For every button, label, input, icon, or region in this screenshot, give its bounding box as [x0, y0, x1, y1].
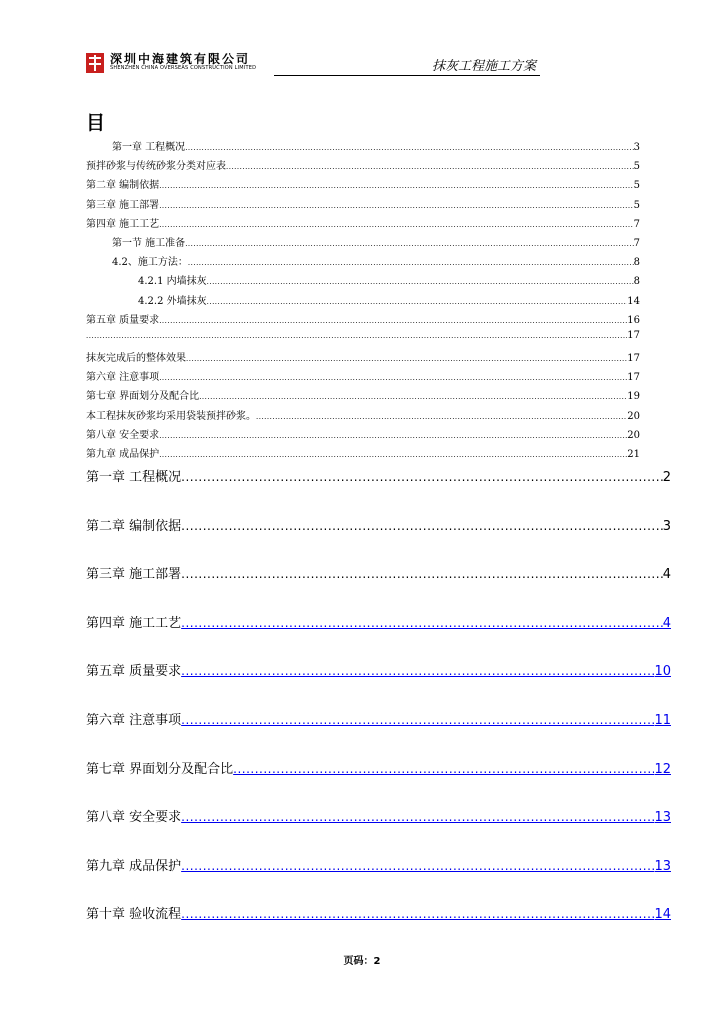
chapter-link[interactable]: 第五章 质量要求 ..... 10: [86, 660, 671, 709]
toc-entry[interactable]: 第三章 施工部署 ..... 5: [86, 196, 640, 215]
page-header: [86, 50, 540, 78]
chapter-link[interactable]: 第四章 施工工艺 ..... 4: [86, 612, 671, 661]
chapter-link[interactable]: 第九章 成品保护 ..... 13: [86, 855, 671, 904]
chapter-link[interactable]: 第一章 工程概况 ..... 2: [86, 466, 671, 515]
header-divider: [274, 75, 540, 76]
toc-entry[interactable]: 第八章 安全要求 ..... 20: [86, 426, 640, 445]
toc-entry[interactable]: 第二章 编制依据 ..... 5: [86, 176, 640, 195]
toc-entry[interactable]: 4.2、施工方法： ..... 8: [86, 253, 640, 272]
chapter-link[interactable]: 第七章 界面划分及配合比 ..... 12: [86, 758, 671, 807]
company-name-cn: 深圳中海建筑有限公司: [110, 52, 251, 66]
company-logo-icon: [86, 53, 104, 73]
toc-entry[interactable]: 第七章 界面划分及配合比 ..... 19: [86, 387, 640, 406]
chapter-link[interactable]: 第八章 安全要求 ..... 13: [86, 806, 671, 855]
toc-entry[interactable]: 抹灰完成后的整体效果 ..... 17: [86, 349, 640, 368]
chapter-link[interactable]: 第三章 施工部署 ..... 4: [86, 563, 671, 612]
toc-entry[interactable]: 4.2.1 内墙抹灰 ..... 8: [86, 272, 640, 291]
toc-entry[interactable]: 4.2.2 外墙抹灰 ..... 14: [86, 292, 640, 311]
chapter-link[interactable]: 第二章 编制依据 ..... 3: [86, 515, 671, 564]
toc-entry[interactable]: 第四章 施工工艺 ..... 7: [86, 215, 640, 234]
toc-entry[interactable]: 第一节 施工准备 ..... 7: [86, 234, 640, 253]
toc-entry[interactable]: ..... 17: [86, 330, 640, 349]
page-number: 页码：2: [343, 956, 381, 967]
chapter-link[interactable]: 第十章 验收流程 ..... 14: [86, 903, 671, 952]
toc-entry[interactable]: 第五章 质量要求 ..... 16: [86, 311, 640, 330]
main-toc: [86, 466, 671, 952]
toc-entry[interactable]: 预拌砂浆与传统砂浆分类对应表 ..... 5: [86, 157, 640, 176]
document-title: 抹灰工程施工方案: [431, 59, 536, 74]
chapter-link[interactable]: 第六章 注意事项 ..... 11: [86, 709, 671, 758]
toc-entry[interactable]: 第一章 工程概况 ..... 3: [86, 138, 640, 157]
toc-heading: 目: [86, 112, 106, 134]
toc-entry[interactable]: 第九章 成品保护 ..... 21: [86, 445, 640, 464]
small-toc: [86, 138, 640, 464]
company-name-en: SHENZHEN CHINA OVERSEAS CONSTRUCTION LIMITED: [110, 65, 257, 71]
toc-entry[interactable]: 本工程抹灰砂浆均采用袋装预拌砂浆。 ..... 20: [86, 407, 640, 426]
toc-entry[interactable]: 第六章 注意事项 ..... 17: [86, 368, 640, 387]
